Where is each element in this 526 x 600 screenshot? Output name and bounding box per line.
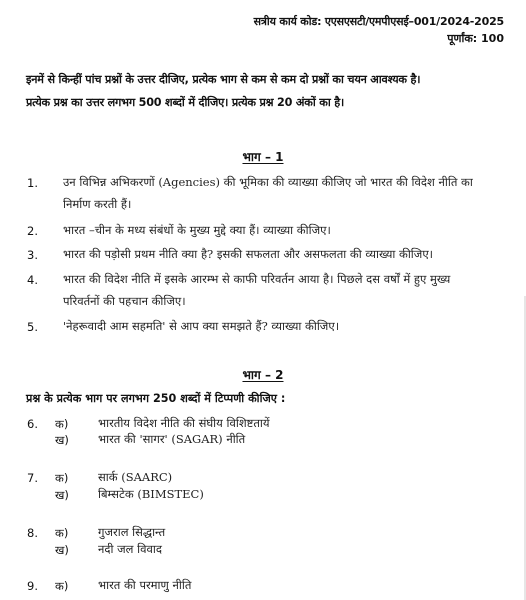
sub-question-label: ख) [55,543,69,557]
part-2-title: भाग – 2 [242,368,284,382]
instruction-line-1: इनमें से किन्हीं पांच प्रश्नों के उत्तर दीजिए, प्रत्येक भाग से कम से कम दो प्रश्नों का चयन आवश्यक है। [26,73,421,86]
sub-question-text: बिम्सटेक (BIMSTEC) [98,487,204,501]
sub-question-text: गुजराल सिद्धान्त [98,525,166,539]
question-text: उन विभिन्न अभिकरणों (Agencies) की भूमिका की व्याख्या कीजिए जो भारत की विदेश नीति का [63,175,473,189]
question-number: 4. [27,273,38,287]
sub-question-text: भारत की परमाणु नीति [98,578,192,592]
sub-question-text: भारतीय विदेश नीति की संघीय विशिष्टतायें [98,416,270,430]
assignment-code: सत्रीय कार्य कोड: एएसएसटी/एमपीएसई–001/2024-2025 [253,15,504,28]
sub-question-label: क) [55,526,69,540]
question-number: 5. [27,320,38,334]
question-number: 1. [27,176,38,190]
sub-question-text: सार्क (SAARC) [98,470,173,484]
question-number: 9. [27,579,38,593]
sub-question-text: नदी जल विवाद [98,542,162,556]
question-number: 2. [27,224,38,238]
question-text: भारत की विदेश नीति में इसके आरम्भ से काफी परिवर्तन आया है। पिछले दस वर्षों में हुए मुख्य [63,272,451,286]
sub-question-label: क) [55,471,69,485]
question-number: 3. [27,248,38,262]
sub-question-label: क) [55,417,69,431]
sub-question-label: क) [55,579,69,593]
question-text: भारत –चीन के मध्य संबंधों के मुख्य मुद्दे क्या हैं। व्याख्या कीजिए। [63,223,331,237]
question-text: भारत की पड़ोसी प्रथम नीति क्या है? इसकी सफलता और असफलता की व्याख्या कीजिए। [63,247,434,261]
sub-question-label: ख) [55,488,69,502]
sub-question-text: भारत की 'सागर' (SAGAR) नीति [98,432,246,446]
total-marks: पूर्णांक: 100 [447,32,504,45]
part-2-subheading: प्रश्न के प्रत्येक भाग पर लगभग 250 शब्दों में टिप्पणी कीजिए : [26,392,286,405]
question-text-cont: निर्माण करती हैं। [63,197,132,211]
instruction-line-2: प्रत्येक प्रश्न का उत्तर लगभग 500 शब्दों में दीजिए। प्रत्येक प्रश्न 20 अंकों का है। [26,96,344,109]
question-number: 7. [27,471,38,485]
question-text: 'नेहरूवादी आम सहमति' से आप क्या समझते हैं? व्याख्या कीजिए। [63,319,340,333]
question-number: 6. [27,417,38,431]
question-number: 8. [27,526,38,540]
question-text-cont: परिवर्तनों की पहचान कीजिए। [63,294,186,308]
sub-question-label: ख) [55,433,69,447]
part-1-title: भाग – 1 [242,150,284,164]
